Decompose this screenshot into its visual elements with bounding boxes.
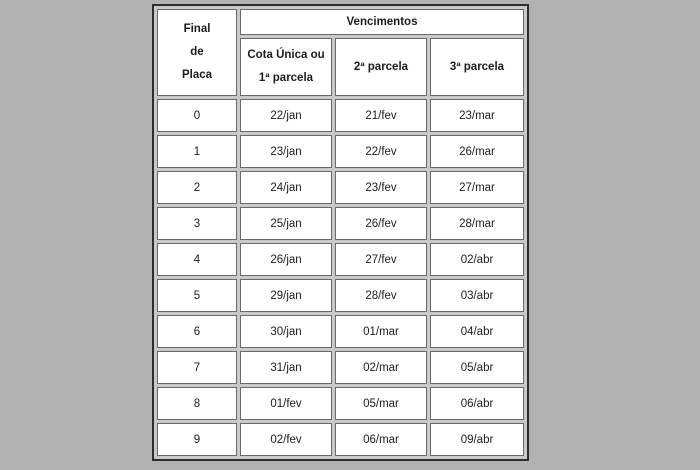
parcela3-cell: 27/mar <box>430 171 524 204</box>
cota-unica-cell: 01/fev <box>240 387 332 420</box>
parcela3-cell: 05/abr <box>430 351 524 384</box>
cota-unica-cell: 31/jan <box>240 351 332 384</box>
header-cota-line2: 1ª parcela <box>258 72 314 84</box>
plate-final-cell: 6 <box>157 315 237 348</box>
parcela2-cell: 05/mar <box>335 387 427 420</box>
table-row <box>157 423 524 456</box>
header-final-line2: de <box>190 46 204 58</box>
table-row <box>157 171 524 204</box>
parcela2-cell: 06/mar <box>335 423 427 456</box>
header-final-line3: Placa <box>181 69 213 81</box>
parcela2-cell: 22/fev <box>335 135 427 168</box>
cota-unica-cell: 22/jan <box>240 99 332 132</box>
cota-unica-cell: 26/jan <box>240 243 332 276</box>
parcela2-cell: 01/mar <box>335 315 427 348</box>
plate-final-cell: 7 <box>157 351 237 384</box>
parcela2-cell: 26/fev <box>335 207 427 240</box>
parcela2-cell: 28/fev <box>335 279 427 312</box>
plate-final-cell: 9 <box>157 423 237 456</box>
table-row <box>157 135 524 168</box>
plate-final-cell: 2 <box>157 171 237 204</box>
parcela3-cell: 09/abr <box>430 423 524 456</box>
parcela3-cell: 04/abr <box>430 315 524 348</box>
payment-schedule-table <box>152 4 529 461</box>
parcela2-cell: 21/fev <box>335 99 427 132</box>
header-final-de-placa <box>157 9 237 96</box>
header-row-group <box>157 9 524 35</box>
table-row <box>157 387 524 420</box>
plate-final-cell: 3 <box>157 207 237 240</box>
table-row <box>157 315 524 348</box>
table-row <box>157 351 524 384</box>
parcela3-cell: 23/mar <box>430 99 524 132</box>
cota-unica-cell: 23/jan <box>240 135 332 168</box>
table-row <box>157 99 524 132</box>
cota-unica-cell: 24/jan <box>240 171 332 204</box>
plate-final-cell: 1 <box>157 135 237 168</box>
header-cota-unica <box>240 38 332 96</box>
payment-schedule-table-wrapper <box>152 4 529 461</box>
header-2a-parcela: 2ª parcela <box>335 38 427 96</box>
header-final-line1: Final <box>183 23 211 35</box>
parcela2-cell: 27/fev <box>335 243 427 276</box>
parcela3-cell: 28/mar <box>430 207 524 240</box>
parcela3-cell: 03/abr <box>430 279 524 312</box>
parcela3-cell: 26/mar <box>430 135 524 168</box>
plate-final-cell: 0 <box>157 99 237 132</box>
header-3a-parcela: 3ª parcela <box>430 38 524 96</box>
cota-unica-cell: 25/jan <box>240 207 332 240</box>
cota-unica-cell: 02/fev <box>240 423 332 456</box>
plate-final-cell: 8 <box>157 387 237 420</box>
cota-unica-cell: 30/jan <box>240 315 332 348</box>
header-cota-line1: Cota Única ou <box>247 49 325 61</box>
parcela3-cell: 02/abr <box>430 243 524 276</box>
plate-final-cell: 4 <box>157 243 237 276</box>
parcela2-cell: 23/fev <box>335 171 427 204</box>
parcela2-cell: 02/mar <box>335 351 427 384</box>
table-row <box>157 207 524 240</box>
header-vencimentos: Vencimentos <box>240 9 524 35</box>
table-row <box>157 279 524 312</box>
plate-final-cell: 5 <box>157 279 237 312</box>
parcela3-cell: 06/abr <box>430 387 524 420</box>
table-row <box>157 243 524 276</box>
cota-unica-cell: 29/jan <box>240 279 332 312</box>
